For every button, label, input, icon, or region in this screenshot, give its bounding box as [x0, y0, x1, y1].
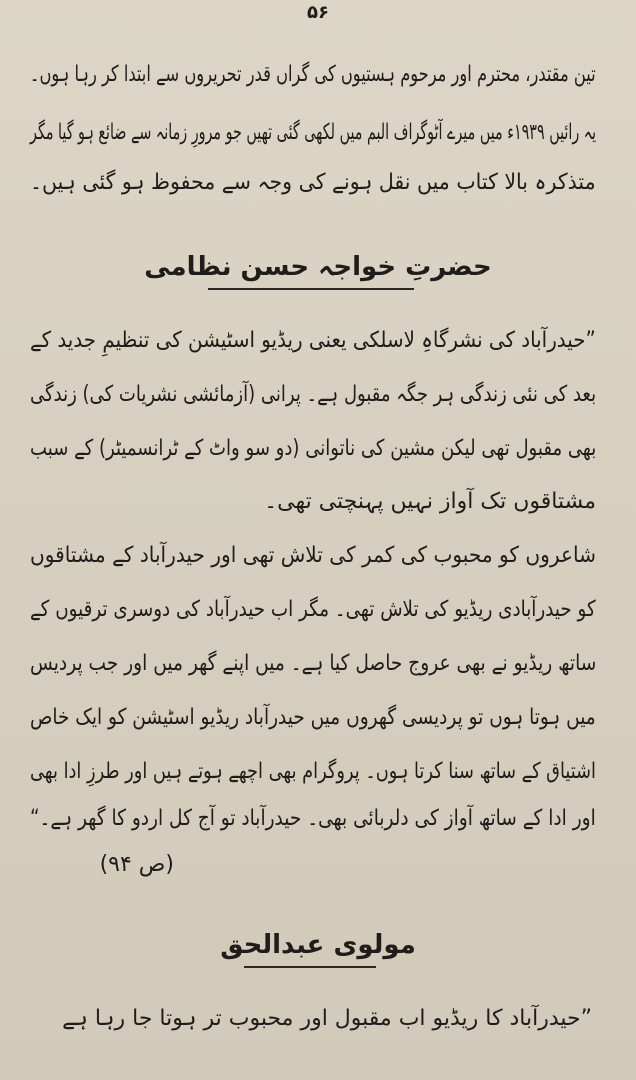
quote1-line-6: کو حیدرآبادی ریڈیو کی تلاش تھی۔ مگر اب حیدرآباد کی دوسری ترقیوں کے — [30, 597, 596, 622]
intro-line-3: متذکرہ بالا کتاب میں نقل ہونے کی وجہ سے محفوظ ہو گئی ہیں۔ — [30, 170, 596, 195]
quote1-line-2: بعد کی نئی زندگی ہر جگہ مقبول ہے۔ پرانی (آزمائشی نشریات کی) زندگی — [29, 382, 596, 407]
quote2-line-1: ”حیدرآباد کا ریڈیو اب مقبول اور محبوب تر ہوتا جا رہا ہے — [62, 1006, 592, 1031]
page-number: ۵۶ — [307, 2, 329, 23]
section-heading-maulvi-abdul-haq: مولوی عبدالحق — [220, 930, 416, 960]
intro-line-2: یہ رائیں ۱۹۳۹ء میں میرے آٹوگراف البم میں لکھی گئی تھیں جو مرورِ زمانہ سے ضائع ہو گیا مگر — [29, 120, 596, 145]
section-heading-khwaja-hasan-nizami: حضرتِ خواجہ حسن نظامی — [144, 252, 492, 282]
quote1-line-10: اور ادا کے ساتھ آواز کی دلربائی بھی۔ حیدرآباد تو آج کل اردو کا گھر ہے۔“ — [30, 806, 596, 831]
intro-line-1: تین مقتدر، محترم اور مرحوم ہستیوں کی گراں قدر تحریروں سے ابتدا کر رہا ہوں۔ — [30, 62, 596, 87]
quote1-line-8: میں ہوتا ہوں تو پردیسی گھروں میں حیدرآباد ریڈیو اسٹیشن کو ایک خاص — [30, 705, 596, 730]
quote1-line-3: بھی مقبول تھی لیکن مشین کی ناتوانی (دو سو واٹ کے ٹرانسمیٹر) کے سبب — [29, 436, 596, 461]
quote1-line-9: اشتیاق کے ساتھ سنا کرتا ہوں۔ پروگرام بھی اچھے ہوتے ہیں اور طرزِ ادا بھی — [30, 759, 596, 784]
heading-underline — [208, 288, 414, 290]
citation: (ص ۹۴) — [99, 852, 174, 877]
heading-underline — [244, 966, 376, 968]
quote1-line-4: مشتاقوں تک آواز نہیں پہنچتی تھی۔ — [264, 489, 596, 514]
quote1-line-5: شاعروں کو محبوب کی کمر کی تلاش تھی اور حیدرآباد کے مشتاقوں — [30, 543, 596, 568]
quote1-line-1: ”حیدرآباد کی نشرگاہِ لاسلکی یعنی ریڈیو اسٹیشن کی تنظیمِ جدید کے — [30, 328, 596, 353]
quote1-line-7: ساتھ ریڈیو نے بھی عروج حاصل کیا ہے۔ میں اپنے گھر میں اور جب پردیس — [29, 651, 596, 676]
